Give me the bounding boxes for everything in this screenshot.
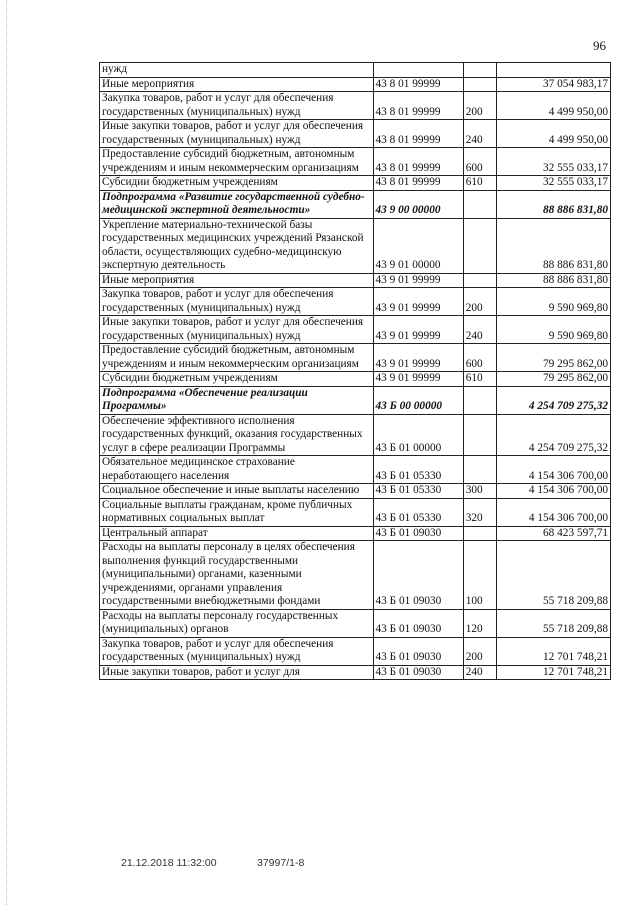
row-code-cell: 43 Б 01 05330 xyxy=(373,484,463,499)
row-code-cell: 43 Б 01 05330 xyxy=(373,456,463,484)
row-amount-cell: 79 295 862,00 xyxy=(496,372,610,387)
row-code-cell: 43 8 01 99999 xyxy=(373,176,463,191)
row-name-cell: Иные мероприятия xyxy=(100,273,374,288)
row-amount-cell: 37 054 983,17 xyxy=(496,77,610,92)
row-amount-cell: 12 701 748,21 xyxy=(496,637,610,665)
row-code-cell: 43 9 00 00000 xyxy=(373,190,463,218)
row-type-cell: 600 xyxy=(463,344,496,372)
row-amount-cell xyxy=(496,63,610,78)
row-type-cell: 200 xyxy=(463,637,496,665)
row-name-cell: Расходы на выплаты персоналу в целях обеспечения выполнения функций государственными (муниципальными) органами, казенными учреждениями, органами управления государственными внебюджетными фондами xyxy=(100,541,374,610)
row-name-cell: Иные закупки товаров, работ и услуг для xyxy=(100,665,374,680)
row-type-cell xyxy=(463,386,496,414)
row-code-cell: 43 8 01 99999 xyxy=(373,77,463,92)
row-name-cell: нужд xyxy=(100,63,374,78)
row-type-cell xyxy=(463,526,496,541)
row-amount-cell: 4 254 709 275,32 xyxy=(496,414,610,456)
row-type-cell xyxy=(463,218,496,273)
row-code-cell: 43 9 01 99999 xyxy=(373,273,463,288)
row-code-cell: 43 9 01 99999 xyxy=(373,344,463,372)
row-type-cell: 240 xyxy=(463,665,496,680)
row-code-cell: 43 Б 01 00000 xyxy=(373,414,463,456)
row-type-cell: 200 xyxy=(463,92,496,120)
table-row xyxy=(100,344,611,372)
row-amount-cell: 55 718 209,88 xyxy=(496,609,610,637)
row-name-cell: Субсидии бюджетным учреждениям xyxy=(100,372,374,387)
row-type-cell: 120 xyxy=(463,609,496,637)
row-code-cell xyxy=(373,63,463,78)
row-amount-cell: 68 423 597,71 xyxy=(496,526,610,541)
row-type-cell: 320 xyxy=(463,498,496,526)
table-row xyxy=(100,414,611,456)
row-name-cell: Центральный аппарат xyxy=(100,526,374,541)
row-name-cell: Закупка товаров, работ и услуг для обеспечения государственных (муниципальных) нужд xyxy=(100,637,374,665)
table-row xyxy=(100,288,611,316)
row-type-cell: 610 xyxy=(463,372,496,387)
table-row xyxy=(100,498,611,526)
row-code-cell: 43 Б 01 09030 xyxy=(373,609,463,637)
table-row xyxy=(100,148,611,176)
row-code-cell: 43 9 01 99999 xyxy=(373,316,463,344)
table-row xyxy=(100,386,611,414)
scan-margin-edge xyxy=(0,0,7,905)
row-code-cell: 43 8 01 99999 xyxy=(373,92,463,120)
row-name-cell: Предоставление субсидий бюджетным, автономным учреждениям и иным некоммерческим организациям xyxy=(100,344,374,372)
row-amount-cell: 4 499 950,00 xyxy=(496,120,610,148)
row-type-cell xyxy=(463,190,496,218)
table-row xyxy=(100,665,611,680)
row-name-cell: Иные закупки товаров, работ и услуг для обеспечения государственных (муниципальных) нужд xyxy=(100,120,374,148)
row-name-cell: Предоставление субсидий бюджетным, автономным учреждениям и иным некоммерческим организациям xyxy=(100,148,374,176)
row-type-cell: 600 xyxy=(463,148,496,176)
row-type-cell: 200 xyxy=(463,288,496,316)
row-amount-cell: 88 886 831,80 xyxy=(496,190,610,218)
row-type-cell: 610 xyxy=(463,176,496,191)
row-name-cell: Закупка товаров, работ и услуг для обеспечения государственных (муниципальных) нужд xyxy=(100,288,374,316)
row-name-cell: Обеспечение эффективного исполнения государственных функций, оказания государственных услуг в сфере реализации Программы xyxy=(100,414,374,456)
row-type-cell xyxy=(463,456,496,484)
row-code-cell: 43 9 01 99999 xyxy=(373,372,463,387)
table-row xyxy=(100,63,611,78)
row-type-cell xyxy=(463,63,496,78)
row-amount-cell: 4 154 306 700,00 xyxy=(496,498,610,526)
row-amount-cell: 79 295 862,00 xyxy=(496,344,610,372)
row-name-cell: Закупка товаров, работ и услуг для обеспечения государственных (муниципальных) нужд xyxy=(100,92,374,120)
table-row xyxy=(100,316,611,344)
row-name-cell: Подпрограмма «Обеспечение реализации Программы» xyxy=(100,386,374,414)
table-row xyxy=(100,526,611,541)
row-code-cell: 43 Б 01 05330 xyxy=(373,498,463,526)
row-code-cell: 43 8 01 99999 xyxy=(373,120,463,148)
row-type-cell xyxy=(463,273,496,288)
footer-datetime: 21.12.2018 11:32:00 xyxy=(121,857,217,869)
row-name-cell: Иные закупки товаров, работ и услуг для обеспечения государственных (муниципальных) нужд xyxy=(100,316,374,344)
row-amount-cell: 4 499 950,00 xyxy=(496,92,610,120)
row-amount-cell: 88 886 831,80 xyxy=(496,273,610,288)
row-amount-cell: 88 886 831,80 xyxy=(496,218,610,273)
row-name-cell: Социальное обеспечение и иные выплаты населению xyxy=(100,484,374,499)
row-amount-cell: 4 154 306 700,00 xyxy=(496,484,610,499)
row-amount-cell: 4 154 306 700,00 xyxy=(496,456,610,484)
budget-table xyxy=(99,62,611,680)
row-code-cell: 43 8 01 99999 xyxy=(373,148,463,176)
footer-doc-id: 37997/1-8 xyxy=(257,857,305,869)
row-name-cell: Укрепление материально-технической базы государственных медицинских учреждений Рязанской области, осуществляющих судебно-медицинскую экспертную деятельность xyxy=(100,218,374,273)
row-amount-cell: 32 555 033,17 xyxy=(496,148,610,176)
row-type-cell: 240 xyxy=(463,316,496,344)
row-type-cell: 240 xyxy=(463,120,496,148)
table-row xyxy=(100,176,611,191)
row-amount-cell: 4 254 709 275,32 xyxy=(496,386,610,414)
row-code-cell: 43 Б 01 09030 xyxy=(373,665,463,680)
row-amount-cell: 12 701 748,21 xyxy=(496,665,610,680)
table-row xyxy=(100,92,611,120)
row-type-cell xyxy=(463,414,496,456)
row-amount-cell: 9 590 969,80 xyxy=(496,316,610,344)
row-name-cell: Подпрограмма «Развитие государственной судебно-медицинской экспертной деятельности» xyxy=(100,190,374,218)
table-row xyxy=(100,456,611,484)
row-amount-cell: 32 555 033,17 xyxy=(496,176,610,191)
table-row xyxy=(100,609,611,637)
row-type-cell xyxy=(463,77,496,92)
row-type-cell: 100 xyxy=(463,541,496,610)
row-name-cell: Субсидии бюджетным учреждениям xyxy=(100,176,374,191)
row-code-cell: 43 9 01 00000 xyxy=(373,218,463,273)
table-row xyxy=(100,273,611,288)
table-row xyxy=(100,637,611,665)
row-amount-cell: 9 590 969,80 xyxy=(496,288,610,316)
row-code-cell: 43 Б 00 00000 xyxy=(373,386,463,414)
table-row xyxy=(100,372,611,387)
table-row xyxy=(100,190,611,218)
row-amount-cell: 55 718 209,88 xyxy=(496,541,610,610)
row-type-cell: 300 xyxy=(463,484,496,499)
row-name-cell: Обязательное медицинское страхование неработающего населения xyxy=(100,456,374,484)
table-row xyxy=(100,218,611,273)
table-row xyxy=(100,77,611,92)
table-row xyxy=(100,484,611,499)
row-code-cell: 43 9 01 99999 xyxy=(373,288,463,316)
row-name-cell: Социальные выплаты гражданам, кроме публичных нормативных социальных выплат xyxy=(100,498,374,526)
row-code-cell: 43 Б 01 09030 xyxy=(373,526,463,541)
table-row xyxy=(100,120,611,148)
row-code-cell: 43 Б 01 09030 xyxy=(373,541,463,610)
table-row xyxy=(100,541,611,610)
row-name-cell: Расходы на выплаты персоналу государственных (муниципальных) органов xyxy=(100,609,374,637)
row-code-cell: 43 Б 01 09030 xyxy=(373,637,463,665)
page-number: 96 xyxy=(593,38,606,53)
budget-table-body xyxy=(100,63,611,680)
row-name-cell: Иные мероприятия xyxy=(100,77,374,92)
